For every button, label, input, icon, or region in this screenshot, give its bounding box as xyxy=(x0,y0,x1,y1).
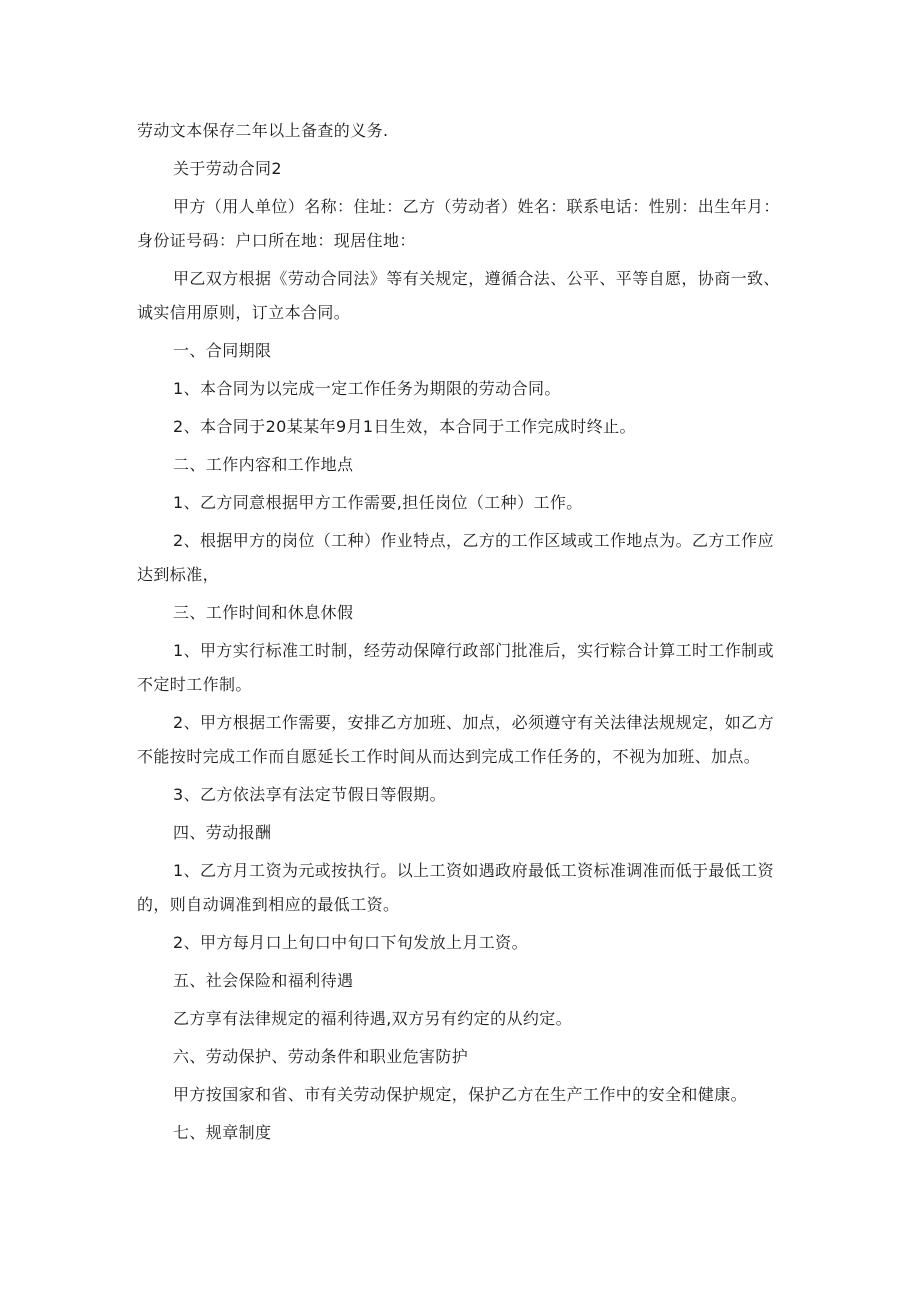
clause-remuneration-2: 2、甲方每月口上旬口中旬口下旬发放上月工资。 xyxy=(173,933,528,952)
preamble-paragraph: 甲乙双方根据《劳动合同法》等有关规定，遵循合法、公平、平等自愿，协商一致、诚实信用原则，订立本合同。 xyxy=(137,269,780,322)
clause-hours-3: 3、乙方依法享有法定节假日等假期。 xyxy=(173,785,446,804)
section-heading-remuneration: 四、劳动报酬 xyxy=(173,823,272,842)
section-heading-work-hours: 三、工作时间和休息休假 xyxy=(173,603,354,622)
document-body xyxy=(137,114,782,1154)
party-info-paragraph: 甲方（用人单位）名称：住址：乙方（劳动者）姓名：联系电话：性别：出生年月：身份证号码：户口所在地：现居住地： xyxy=(137,197,780,250)
section-heading-rules: 七、规章制度 xyxy=(173,1123,272,1142)
clause-work-1: 1、乙方同意根据甲方工作需要,担任岗位（工种）工作。 xyxy=(173,493,583,512)
clause-term-2: 2、本合同于20某某年9月1日生效，本合同于工作完成时终止。 xyxy=(173,417,636,436)
clause-work-2: 2、根据甲方的岗位（工种）作业特点，乙方的工作区域或工作地点为。乙方工作应达到标准， xyxy=(137,531,774,584)
section-heading-work-content: 二、工作内容和工作地点 xyxy=(173,455,354,474)
section-heading-term: 一、合同期限 xyxy=(173,341,272,360)
contract-heading: 关于劳动合同2 xyxy=(173,159,282,178)
section-heading-insurance: 五、社会保险和福利待遇 xyxy=(173,971,354,990)
clause-term-1: 1、本合同为以完成一定工作任务为期限的劳动合同。 xyxy=(173,379,561,398)
section-heading-protection: 六、劳动保护、劳动条件和职业危害防护 xyxy=(173,1047,469,1066)
clause-hours-2: 2、甲方根据工作需要，安排乙方加班、加点，必须遵守有关法律法规规定，如乙方不能按时完成工作而自愿延长工作时间从而达到完成工作任务的，不视为加班、加点。 xyxy=(137,713,774,766)
clause-insurance: 乙方享有法律规定的福利待遇,双方另有约定的从约定。 xyxy=(173,1009,573,1028)
paragraph-continuation: 劳动文本保存二年以上备查的义务. xyxy=(137,121,389,140)
clause-remuneration-1: 1、乙方月工资为元或按执行。以上工资如遇政府最低工资标准调准而低于最低工资的，则自动调准到相应的最低工资。 xyxy=(137,861,774,914)
clause-hours-1: 1、甲方实行标准工时制，经劳动保障行政部门批准后，实行粽合计算工时工作制或不定时工作制。 xyxy=(137,641,774,694)
clause-protection: 甲方按国家和省、市有关劳动保护规定，保护乙方在生产工作中的安全和健康。 xyxy=(173,1085,748,1104)
